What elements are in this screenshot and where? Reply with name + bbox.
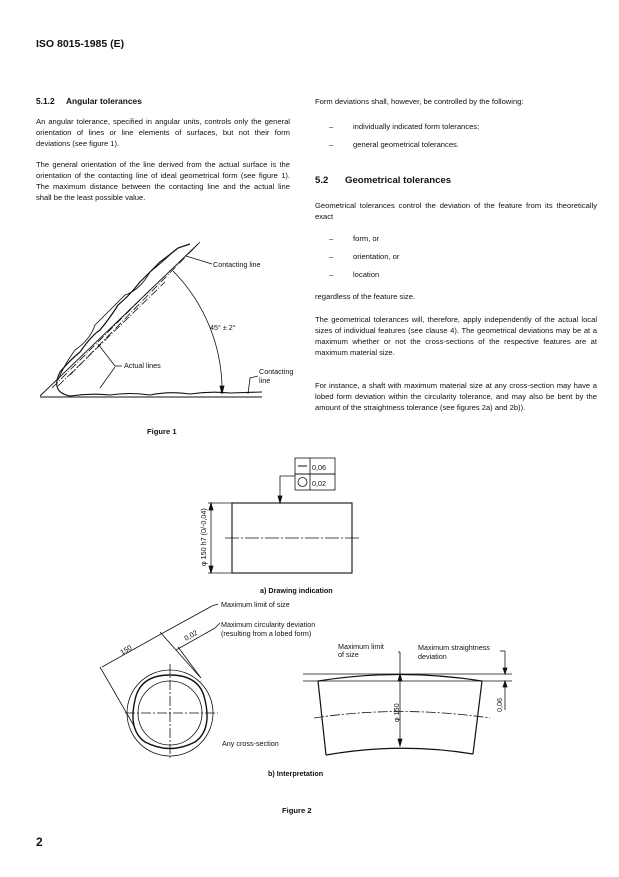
list-item: – form, or xyxy=(329,234,380,243)
label-lobed-form: (resulting from a lobed form) xyxy=(221,629,312,638)
list-item: – general geometrical tolerances. xyxy=(329,140,459,149)
paragraph: For instance, a shaft with maximum material size at any cross-section may have a lobed form deviation within the circularity tolerance, and may also be bent by the amount of the straightness tolerance (see figures 2a) and 2b)). xyxy=(315,381,597,412)
tolerance-value-circularity: 0,02 xyxy=(312,479,326,488)
dimension-150: 150 xyxy=(118,642,134,657)
page-number: 2 xyxy=(36,835,43,849)
circularity-symbol-icon xyxy=(298,478,307,487)
figure-1 xyxy=(40,242,293,397)
label-contacting-line: Contacting line xyxy=(213,260,261,269)
list-item-text: location xyxy=(353,270,380,279)
caption-b: b) Interpretation xyxy=(268,769,324,778)
paragraph: Geometrical tolerances control the deviation of the feature from its theoretically exact xyxy=(315,201,597,221)
label-deviation: deviation xyxy=(418,652,447,661)
paragraph: Form deviations shall, however, be controlled by the following: xyxy=(315,97,524,106)
section-title: Geometrical tolerances xyxy=(345,175,452,186)
paragraph: regardless of the feature size. xyxy=(315,292,416,301)
label-any-cross-section: Any cross-section xyxy=(222,739,279,748)
figure-2-caption: Figure 2 xyxy=(282,806,312,815)
section-number: 5.2 xyxy=(315,175,329,186)
list-item: – individually indicated form tolerances; xyxy=(329,122,480,131)
dimension-phi-150: φ 150 xyxy=(392,703,401,722)
section-title: Angular tolerances xyxy=(66,96,142,106)
list-item-text: form, or xyxy=(353,234,380,243)
label-angle: 45° ± 2° xyxy=(210,323,236,332)
list-item-text: individually indicated form tolerances; xyxy=(353,122,480,131)
label-max-straightness: Maximum straightness xyxy=(418,643,490,652)
label-maximum-limit-of-size: Maximum limit of size xyxy=(221,600,290,609)
figure-1-caption: Figure 1 xyxy=(147,427,177,436)
paragraph: The geometrical tolerances will, therefore, apply independently of the actual local sizes of individual features (see clause 4). The geometrical deviations may be at a maximum whether or not the cross-sections of the respective features are at maximum material size. xyxy=(315,315,597,357)
document-id-header: ISO 8015-1985 (E) xyxy=(36,38,125,50)
paragraph: The general orientation of the line derived from the actual surface is the orientation of the contacting line of ideal geometrical form (see figure 1). The maximum distance between the contacting line and the actual line shall be the least possible value. xyxy=(36,160,290,202)
label-contacting-line-bottom-2: line xyxy=(259,376,271,385)
figure-2b-cross-section xyxy=(100,600,315,760)
label-of-size: of size xyxy=(338,650,359,659)
list-item: – orientation, or xyxy=(329,252,400,261)
dimension-006: 0,06 xyxy=(495,698,504,712)
label-contacting-line-bottom: Contacting xyxy=(259,367,294,376)
list-item-text: orientation, or xyxy=(353,252,400,261)
label-actual-lines: Actual lines xyxy=(124,361,161,370)
tolerance-value-straightness: 0,06 xyxy=(312,463,326,472)
label-max-circularity-deviation: Maximum circularity deviation xyxy=(221,620,316,629)
figure-2b-bent-shaft xyxy=(303,642,512,755)
dimension-002: 0,02 xyxy=(182,627,200,643)
paragraph: An angular tolerance, specified in angular units, controls only the general orientation of lines or line elements of surfaces, but not their form deviations (see figure 1). xyxy=(36,117,290,148)
section-number: 5.1.2 xyxy=(36,96,55,106)
list-item-text: general geometrical tolerances. xyxy=(353,140,459,149)
figure-2a-drawing-indication xyxy=(199,458,360,595)
list-item: – location xyxy=(329,270,380,279)
label-max-limit-of-size-2: Maximum limit xyxy=(338,642,384,651)
caption-a: a) Drawing indication xyxy=(260,586,333,595)
dimension-diameter-label: φ 150 h7 (0/-0,04) xyxy=(199,508,208,566)
